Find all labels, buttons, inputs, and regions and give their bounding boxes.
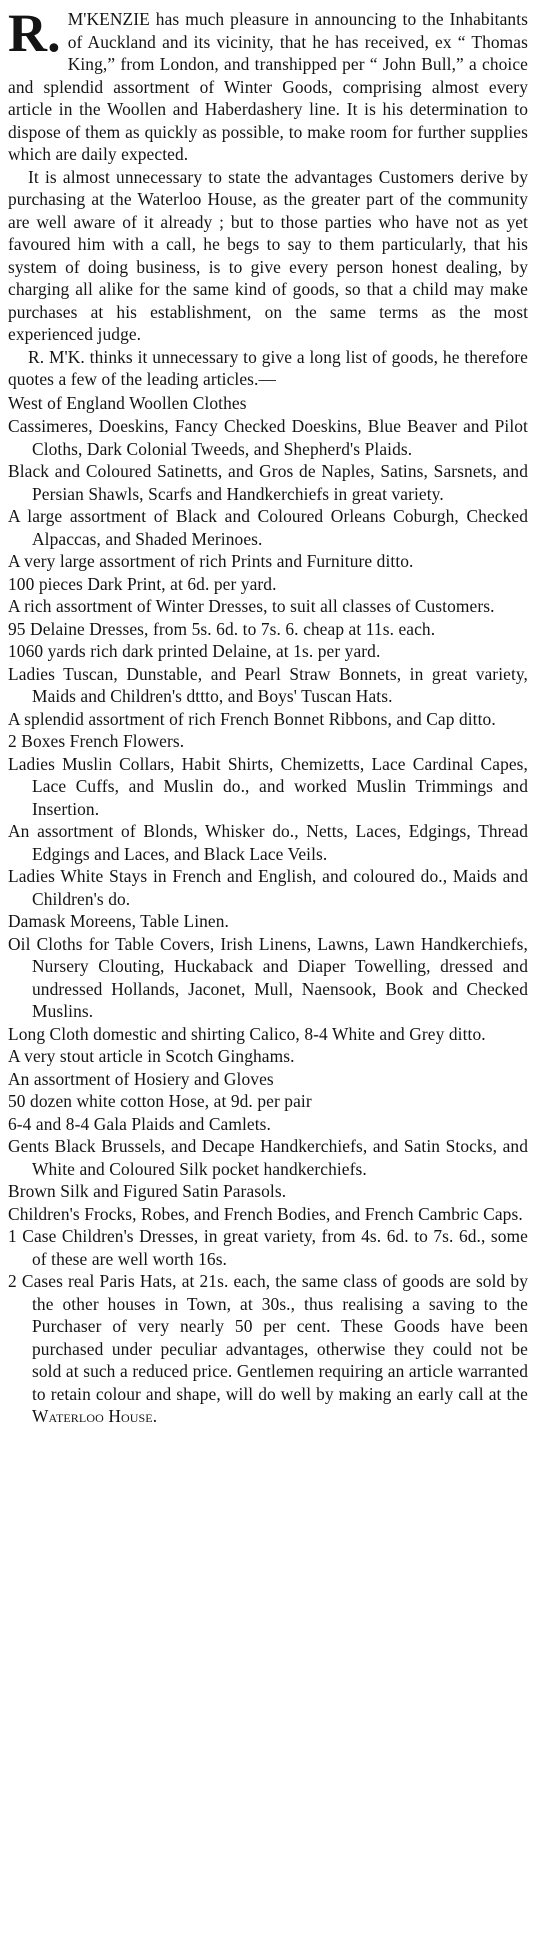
goods-item: A rich assortment of Winter Dresses, to suit all classes of Customers. <box>8 596 495 616</box>
goods-item: A large assortment of Black and Coloured Orleans Coburgh, Checked Alpaccas, and Shaded Merinoes. <box>8 506 528 549</box>
goods-item: 95 Delaine Dresses, from 5s. 6d. to 7s. 6. cheap at 11s. each. <box>8 618 436 639</box>
goods-item: Cassimeres, Doeskins, Fancy Checked Doeskins, Blue Beaver and Pilot Cloths, Dark Colonial Tweeds, and Shepherd's Plaids. <box>8 416 528 459</box>
goods-item: A splendid assortment of rich French Bonnet Ribbons, and Cap ditto. <box>8 708 496 729</box>
goods-item: Long Cloth domestic and shirting Calico, 8-4 White and Grey ditto. <box>8 1023 486 1044</box>
advantages-paragraph: It is almost unnecessary to state the advantages Customers derive by purchasing at the Waterloo House, as the greater part of the community are well aware of it already ; but to those parties who have not as yet favoured him with a call, he begs to say to them particularly, that his system of doing business, is to give every person honest dealing, by charging all alike for the same kind of goods, so that a child may make purchases at his establishment, on the same terms as the most experienced judge. <box>8 166 528 344</box>
goods-item-final <box>8 1270 528 1428</box>
goods-item: 2 Boxes French Flowers. <box>8 731 185 751</box>
goods-item: Ladies White Stays in French and English, and coloured do., Maids and Children's do. <box>8 866 528 909</box>
goods-item: An assortment of Hosiery and Gloves <box>8 1068 274 1089</box>
goods-item: 6-4 and 8-4 Gala Plaids and Camlets. <box>8 1113 271 1134</box>
goods-item: 50 dozen white cotton Hose, at 9d. per pair <box>8 1091 312 1111</box>
waterloo-house-name: Waterloo House. <box>32 1406 158 1426</box>
goods-item: Gents Black Brussels, and Decape Handkerchiefs, and Satin Stocks, and White and Coloured Silk pocket handkerchiefs. <box>8 1136 528 1179</box>
goods-item: Damask Moreens, Table Linen. <box>8 911 229 931</box>
drop-cap: R. <box>8 3 61 63</box>
goods-item: Oil Cloths for Table Covers, Irish Linens, Lawns, Lawn Handkerchiefs, Nursery Clouting, Huckaback and Diaper Towelling, dressed and undressed Hollands, Jaconet, Mull, Naensook, Book and Checked Muslins. <box>8 933 528 1021</box>
final-item-text: 2 Cases real Paris Hats, at 21s. each, the same class of goods are sold by the other houses in Town, at 30s., thus realising a saving to the Purchaser of very nearly 50 per cent. These Goods have been purchased under peculiar advantages, otherwise they could not be sold at such a reduced price. Gentlemen requiring an article warranted to retain colour and shape, will do well by making an early call at the <box>8 1271 528 1404</box>
goods-item: 1 Case Children's Dresses, in great variety, from 4s. 6d. to 7s. 6d., some of these are well worth 16s. <box>8 1226 528 1269</box>
goods-list <box>8 415 528 1428</box>
section-heading: West of England Woollen Clothes <box>8 392 247 413</box>
goods-item: Black and Coloured Satinetts, and Gros de Naples, Satins, Sarsnets, and Persian Shawls, Scarfs and Handkerchiefs in great variety. <box>8 461 528 504</box>
goods-item: Ladies Tuscan, Dunstable, and Pearl Straw Bonnets, in great variety, Maids and Children's dttto, and Boys' Tuscan Hats. <box>8 663 528 706</box>
goods-item: 100 pieces Dark Print, at 6d. per yard. <box>8 573 277 594</box>
intro-text: M'KENZIE has much pleasure in announcing to the Inhabitants of Auckland and its vicinity, that he has received, ex “ Thomas King,” from London, and transhipped per “ John Bull,” a choice and splendid assortment of Winter Goods, comprising almost every article in the Woollen and Haberdashery line. It is his determination to dispose of them as quickly as possible, to make room for further supplies which are daily expected. <box>8 9 528 164</box>
goods-item: An assortment of Blonds, Whisker do., Netts, Laces, Edgings, Thread Edgings and Laces, and Black Lace Veils. <box>8 821 528 864</box>
goods-item: A very stout article in Scotch Ginghams. <box>8 1046 295 1066</box>
list-intro-paragraph: R. M'K. thinks it unnecessary to give a long list of goods, he therefore quotes a few of the leading articles.— <box>8 346 528 389</box>
goods-item: Children's Frocks, Robes, and French Bodies, and French Cambric Caps. <box>8 1203 523 1224</box>
goods-item: Brown Silk and Figured Satin Parasols. <box>8 1181 287 1201</box>
goods-item: Ladies Muslin Collars, Habit Shirts, Chemizetts, Lace Cardinal Capes, Lace Cuffs, and Muslin do., and worked Muslin Trimmings and Insertion. <box>8 753 528 819</box>
intro-paragraph <box>8 3 528 166</box>
goods-item: 1060 yards rich dark printed Delaine, at 1s. per yard. <box>8 641 381 661</box>
goods-item: A very large assortment of rich Prints and Furniture ditto. <box>8 551 414 571</box>
